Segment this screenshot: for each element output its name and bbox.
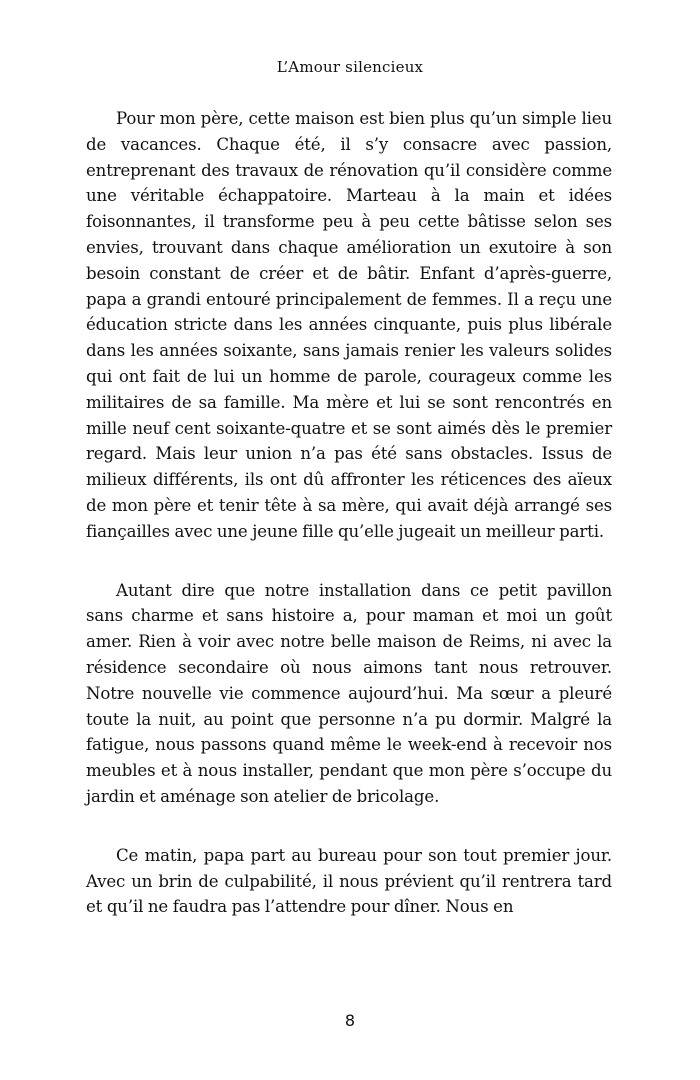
paragraph: Pour mon père, cette maison est bien plus qu’un simple lieu de vacances. Chaque été, il s’y consacre avec passion, entreprenant des travaux de rénovation qu’il considère comme une véritable échappatoire. Marteau à la main et idées foisonnantes, il transforme peu à peu cette bâtisse selon ses envies, trouvant dans chaque amélioration un exutoire à son besoin constant de créer et de bâtir. Enfant d’après-guerre, papa a grandi entouré principalement de femmes. Il a reçu une éducation stricte dans les années cinquante, puis plus libérale dans les années soixante, sans jamais renier les valeurs solides qui ont fait de lui un homme de parole, courageux comme les militaires de sa famille. Ma mère et lui se sont rencontrés en mille neuf cent soixante-quatre et se sont aimés dès le premier regard. Mais leur union n’a pas été sans obstacles. Issus de milieux différents, ils ont dû affronter les réticences des aïeux de mon père et tenir tête à sa mère, qui avait déjà arrangé ses fiançailles avec une jeune fille qu’elle jugeait un meilleur parti. (86, 109, 612, 541)
paragraph: Ce matin, papa part au bureau pour son tout premier jour. Avec un brin de culpabilité, il nous prévient qu’il rentrera tard et qu’il ne faudra pas l’attendre pour dîner. Nous en (86, 845, 612, 917)
paragraph: Autant dire que notre installation dans ce petit pavillon sans charme et sans histoire a, pour maman et moi un goût amer. Rien à voir avec notre belle maison de Reims, ni avec la résidence secondaire où nous aimons tant nous retrouver. Notre nouvelle vie commence aujourd’hui. Ma sœur a pleuré toute la nuit, au point que personne n’a pu dormir. Malgré la fatigue, nous passons quand même le week-end à recevoir nos meubles et à nous installer, pendant que mon père s’occupe du jardin et aménage son atelier de bricolage. (86, 580, 612, 806)
body-text (86, 106, 612, 920)
page-number: 8 (344, 1011, 356, 1030)
running-title: L’Amour silencieux (276, 58, 424, 76)
